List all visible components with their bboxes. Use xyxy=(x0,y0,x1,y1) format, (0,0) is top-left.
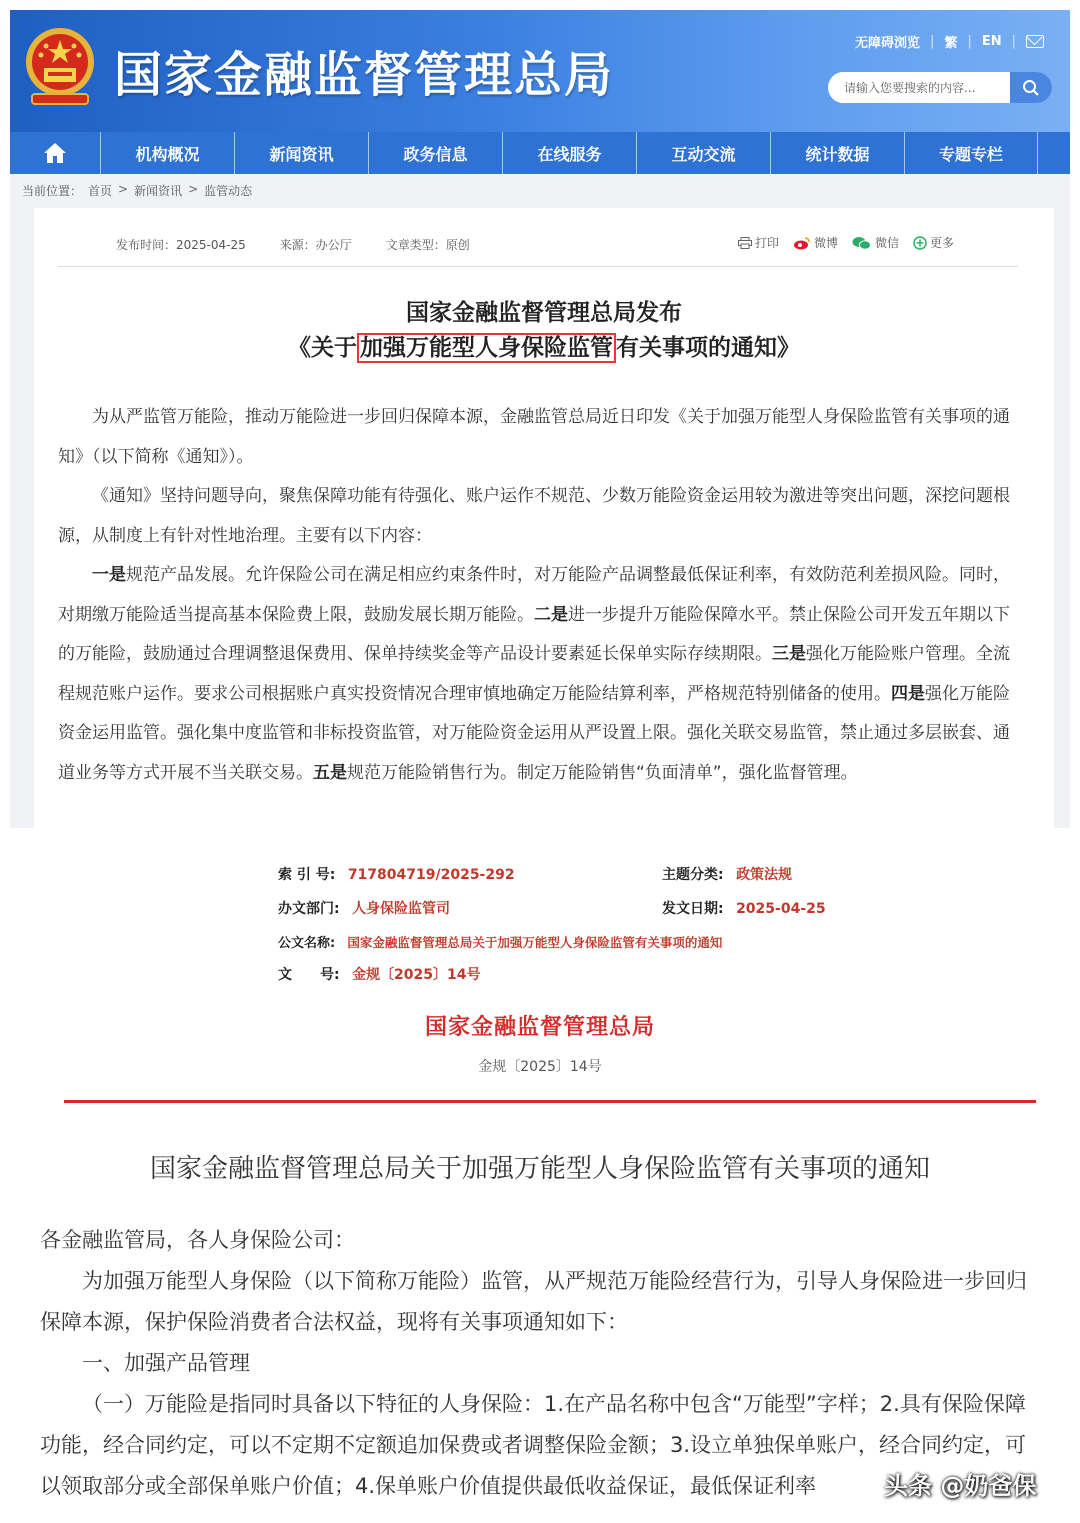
article-type: 文章类型：原创 xyxy=(385,238,470,252)
info-label: 文 号: xyxy=(278,967,340,983)
info-row-number xyxy=(278,958,481,992)
search-icon xyxy=(1022,79,1040,97)
share-bar xyxy=(738,234,954,251)
mail-icon[interactable] xyxy=(1026,35,1044,48)
wechat-share-button[interactable] xyxy=(852,234,899,251)
nav-home[interactable] xyxy=(10,132,100,174)
article-paragraph xyxy=(58,556,1018,793)
article-paragraph: 为从严监管万能险，推动万能险进一步回归保障本源，金融监管总局近日印发《关于加强万能型人身保险监管有关事项的通知》（以下简称《通知》）。 xyxy=(58,407,1010,467)
publish-time: 发布时间：2025-04-25 xyxy=(116,238,246,252)
nav-item-special-topics[interactable]: 专题专栏 xyxy=(904,132,1038,174)
info-label: 主题分类: xyxy=(662,867,724,883)
article-panel xyxy=(34,208,1054,828)
info-label: 办文部门: xyxy=(278,901,340,917)
plus-circle-icon xyxy=(913,236,927,250)
more-share-button[interactable] xyxy=(913,234,954,251)
info-row-department xyxy=(278,892,450,926)
point-marker: 四是 xyxy=(891,683,925,704)
nav-item-government-info[interactable]: 政务信息 xyxy=(368,132,502,174)
document-section-heading: 一、加强产品管理 xyxy=(82,1351,250,1375)
weibo-share-button[interactable] xyxy=(793,234,838,251)
breadcrumb-separator: > xyxy=(118,182,129,196)
watermark: 头条 @奶爸保 xyxy=(884,1472,1037,1500)
weibo-icon xyxy=(793,236,811,250)
breadcrumb-separator: > xyxy=(188,182,199,196)
info-row-index xyxy=(278,858,515,892)
divider xyxy=(58,266,1018,267)
red-divider xyxy=(64,1100,1036,1103)
site-header xyxy=(10,10,1070,132)
weibo-label: 微博 xyxy=(813,236,838,250)
headline-suffix: 有关事项的通知》 xyxy=(616,335,800,361)
info-label: 索 引 号: xyxy=(278,867,336,883)
document-paragraph: 为加强万能型人身保险（以下简称万能险）监管，从严规范万能险经营行为，引导人身保险进一步回归保障本源，保护保险消费者合法权益，现将有关事项通知如下： xyxy=(40,1269,1027,1334)
nav-item-news[interactable]: 新闻资讯 xyxy=(234,132,368,174)
document-body xyxy=(40,1220,1045,1507)
info-row-name xyxy=(278,926,722,961)
point-text: 规范万能险销售行为。制定万能险销售“负面清单”，强化监督管理。 xyxy=(347,762,858,783)
point-text: 进一步提升万能险保障水平。禁止保险公司开发五年期以下的万能险，鼓励通过合理调整退保费用、保单持续奖金等产品设计要素延长保单实际存续期限。 xyxy=(58,604,1010,664)
site-title: 国家金融监督管理总局 xyxy=(114,47,615,103)
info-value: 2025-04-25 xyxy=(736,901,826,917)
point-marker: 二是 xyxy=(534,604,568,625)
nav-item-online-services[interactable]: 在线服务 xyxy=(502,132,636,174)
info-label: 发文日期: xyxy=(662,901,724,917)
document-title: 国家金融监督管理总局关于加强万能型人身保险监管有关事项的通知 xyxy=(149,1154,930,1184)
point-marker: 三是 xyxy=(772,644,806,664)
point-text: 强化万能险账户管理。全流程规范账户运作。要求公司根据账户真实投资情况合理审慎地确定万能险结算利率，严格规范特别储备的使用。 xyxy=(58,644,1010,704)
info-label: 公文名称: xyxy=(278,936,336,951)
headline-highlight: 加强万能型人身保险监管 xyxy=(357,333,616,363)
article-source: 来源：办公厅 xyxy=(279,238,352,252)
divider: | xyxy=(1011,34,1016,49)
wechat-icon xyxy=(852,236,872,250)
article-meta xyxy=(116,236,470,253)
print-label: 打印 xyxy=(754,236,779,250)
breadcrumb-label: 当前位置： xyxy=(22,184,83,198)
point-text: 强化万能险资金运用监管。强化集中度监管和非标投资监管，对万能险资金运用从严设置上限。强化关联交易监管，禁止通过多层嵌套、通道业务等方式开展不当关联交易。 xyxy=(58,683,1010,783)
traditional-chinese-link[interactable]: 繁 xyxy=(944,36,958,51)
info-value: 717804719/2025-292 xyxy=(347,867,515,883)
more-label: 更多 xyxy=(929,236,954,250)
document-number: 金规〔2025〕14号 xyxy=(478,1059,602,1075)
breadcrumb-home[interactable]: 首页 xyxy=(88,184,113,198)
website-screenshot xyxy=(10,10,1070,828)
point-text: 规范产品发展。允许保险公司在满足相应约束条件时，对万能险产品调整最低保证利率，有效防范利差损风险。同时，对期缴万能险适当提高基本保险费上限，鼓励发展长期万能险。 xyxy=(58,565,1010,625)
info-value: 国家金融监督管理总局关于加强万能型人身保险监管有关事项的通知 xyxy=(347,935,723,950)
print-button[interactable] xyxy=(738,234,779,251)
info-row-topic xyxy=(662,858,792,892)
nav-item-interaction[interactable]: 互动交流 xyxy=(636,132,770,174)
main-nav xyxy=(10,132,1070,174)
headline-line-1: 国家金融监督管理总局发布 xyxy=(406,300,682,326)
article-paragraph: 《通知》坚持问题导向，聚焦保障功能有待强化、账户运作不规范、少数万能险资金运用较为激进等突出问题，深挖问题根源，从制度上有针对性地治理。主要有以下内容： xyxy=(58,486,1010,546)
national-emblem-icon xyxy=(24,22,96,112)
nav-item-statistics[interactable]: 统计数据 xyxy=(770,132,904,174)
breadcrumb xyxy=(22,182,252,199)
info-row-date xyxy=(662,892,826,926)
printer-icon xyxy=(738,237,752,249)
article-headline xyxy=(34,296,1054,366)
document-issuer: 国家金融监督管理总局 xyxy=(424,1015,655,1040)
point-marker: 五是 xyxy=(313,762,347,783)
divider: | xyxy=(967,34,972,49)
document-addressee: 各金融监管局，各人身保险公司： xyxy=(40,1228,355,1252)
search-box xyxy=(828,72,1052,103)
english-link[interactable]: EN xyxy=(981,34,1002,49)
info-value: 政策法规 xyxy=(736,867,793,883)
info-value: 人身保险监管司 xyxy=(352,901,451,917)
divider: | xyxy=(930,34,935,49)
breadcrumb-regulatory-news[interactable]: 监管动态 xyxy=(204,184,253,198)
top-links xyxy=(855,32,1044,51)
info-value: 金规〔2025〕14号 xyxy=(352,967,481,983)
headline-line-2 xyxy=(34,331,1054,366)
breadcrumb-news[interactable]: 新闻资讯 xyxy=(134,184,183,198)
accessibility-link[interactable]: 无障碍浏览 xyxy=(855,36,921,51)
home-icon xyxy=(43,142,67,164)
point-marker: 一是 xyxy=(92,565,126,585)
article-body xyxy=(58,398,1018,793)
nav-item-institution[interactable]: 机构概况 xyxy=(100,132,234,174)
search-input[interactable] xyxy=(828,72,1010,103)
search-button[interactable] xyxy=(1010,72,1052,103)
document-paragraph: （一）万能险是指同时具备以下特征的人身保险：1.在产品名称中包含“万能型”字样；2.具有保险保障功能，经合同约定，可以不定期不定额追加保费或者调整保险金额；3.设立单独保单账户，经合同约定，可以领取部分或全部保单账户价值；4.保单账户价值提供最低收益保证，最低保证利率 xyxy=(40,1392,1027,1498)
headline-prefix: 《关于 xyxy=(288,335,357,361)
wechat-label: 微信 xyxy=(874,236,899,250)
